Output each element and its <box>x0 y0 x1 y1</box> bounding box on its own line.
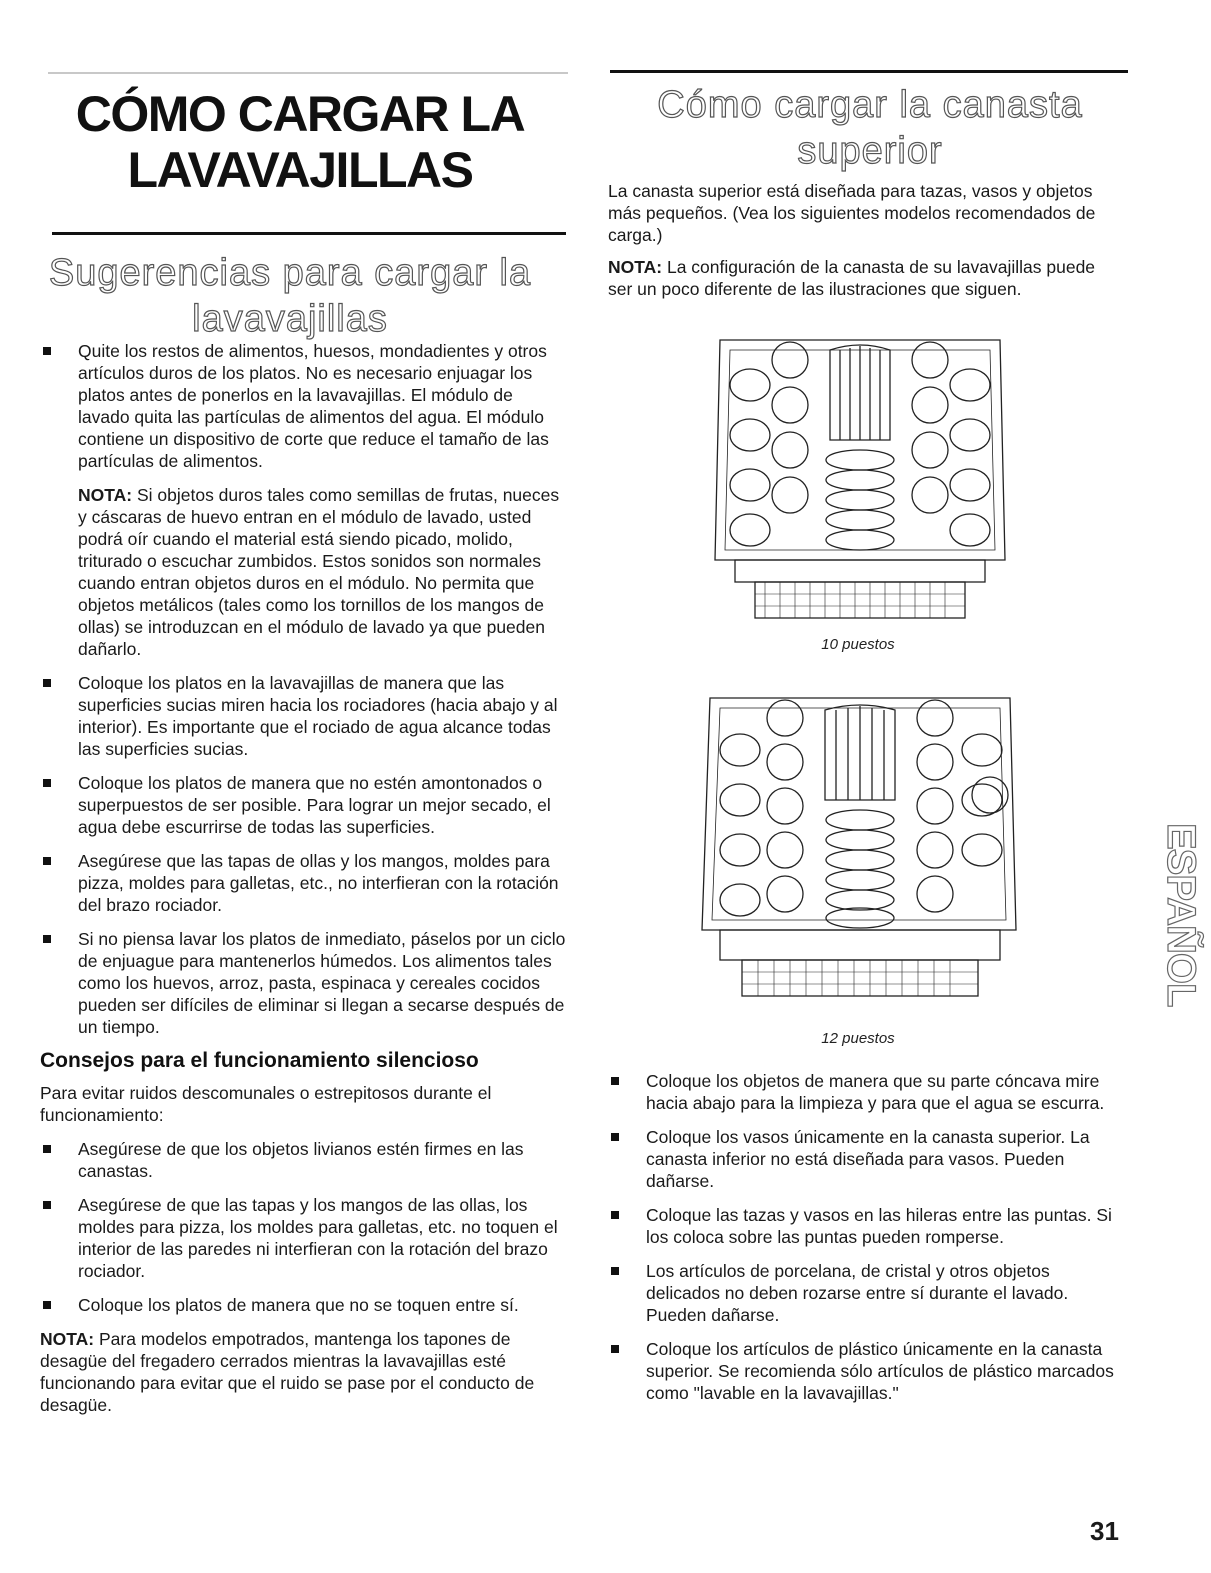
top-rule-left <box>48 72 568 74</box>
note-label: NOTA: <box>40 1329 95 1349</box>
list-item: Asegúrese de que las tapas y los mangos de las ollas, los moldes para pizza, los moldes para galletas, etc. no toquen el interior de las paredes ni interfieran con la rotación del brazo rociador. <box>40 1194 568 1282</box>
list-item: Coloque los objetos de manera que su parte cóncava mire hacia abajo para la limpieza y para que el agua se escurra. <box>608 1070 1128 1114</box>
note-2 <box>40 1328 568 1416</box>
left-body <box>40 340 568 1416</box>
note-text: La configuración de la canasta de su lavavajillas puede ser un poco diferente de las ilustraciones que siguen. <box>608 257 1096 299</box>
note-text: Para modelos empotrados, mantenga los tapones de desagüe del fregadero cerrados mientras la lavavajillas esté funcionando para evitar que el ruido se pase por el conducto de desagüe. <box>40 1329 535 1415</box>
rack-12-settings-illustration <box>690 690 1030 1010</box>
quiet-operation-subheading: Consejos para el funcionamiento silencioso <box>40 1049 479 1072</box>
list-item: Coloque los artículos de plástico únicamente en la canasta superior. Se recomienda sólo artículos de plástico marcados como "lavable en la lavavajillas." <box>608 1338 1128 1404</box>
caption-12-settings: 12 puestos <box>821 1030 895 1047</box>
upper-rack-list <box>608 1070 1128 1404</box>
page-title: CÓMO CARGAR LA LAVAVAJILLAS <box>75 86 525 198</box>
list-item: Coloque los platos de manera que no se toquen entre sí. <box>40 1294 568 1316</box>
upper-rack-heading: Cómo cargar la canasta superior <box>657 84 1083 172</box>
note-label: NOTA: <box>78 485 133 505</box>
list-item: Coloque los platos de manera que no estén amontonados o superpuestos de ser posible. Para lograr un mejor secado, el agua debe escurrirse de todas las superficies. <box>40 772 568 838</box>
quiet-list <box>40 1138 568 1316</box>
right-body <box>608 1070 1128 1404</box>
left-column <box>40 250 570 342</box>
tips-list-2 <box>40 672 568 1038</box>
list-item: Los artículos de porcelana, de cristal y otros objetos delicados no deben rozarse entre sí durante el lavado. Pueden dañarse. <box>608 1260 1128 1326</box>
list-item: Asegúrese de que los objetos livianos estén firmes en las canastas. <box>40 1138 568 1182</box>
list-item: Quite los restos de alimentos, huesos, mondadientes y otros artículos duros de los platos. No es necesario enjuagar los platos antes de ponerlos en la lavavajillas. El módulo de lavado quita las partículas de alimentos del agua. El módulo contiene un dispositivo de corte que reduce el tamaño de las partículas de alimentos. <box>40 340 568 472</box>
quiet-intro: Para evitar ruidos descomunales o estrepitosos durante el funcionamiento: <box>40 1083 492 1125</box>
list-item: Coloque los vasos únicamente en la canasta superior. La canasta inferior no está diseñada para vasos. Pueden dañarse. <box>608 1126 1128 1192</box>
list-item: Coloque las tazas y vasos en las hileras entre las puntas. Si los coloca sobre las puntas pueden romperse. <box>608 1204 1128 1248</box>
title-rule <box>52 232 566 235</box>
note-3 <box>608 256 1123 300</box>
caption-10-settings: 10 puestos <box>821 636 895 653</box>
page-number: 31 <box>1090 1516 1119 1546</box>
side-tab-text: ESPAÑOL <box>1159 823 1203 1007</box>
note-label: NOTA: <box>608 257 663 277</box>
upper-rack-intro: La canasta superior está diseñada para tazas, vasos y objetos más pequeños. (Vea los siguientes modelos recomendados de carga.) <box>608 181 1096 245</box>
right-intro <box>608 180 1123 300</box>
rack-10-settings-illustration <box>700 330 1020 630</box>
tips-list-1 <box>40 340 568 472</box>
top-rule-right <box>610 70 1128 73</box>
language-side-tab <box>1150 818 1210 1058</box>
note-text: Si objetos duros tales como semillas de frutas, nueces y cáscaras de huevo entran en el módulo de lavado, usted podrá oír cuando el material está siendo picado, molido, triturado o escuchar zumbidos. Estos sonidos son normales cuando entran objetos duros en el módulo. No permita que objetos metálicos (tales como los tornillos de los mangos de ollas) se introduzcan en el módulo de lavado ya que pueden dañarlo. <box>78 485 560 659</box>
right-heading-wrap <box>610 82 1130 174</box>
list-item: Si no piensa lavar los platos de inmediato, páselos por un ciclo de enjuague para mantenerlos húmedos. Los alimentos tales como los huevos, arroz, pasta, espinaca y cereales cocidos pueden ser difíciles de eliminar si llegan a secarse después de un tiempo. <box>40 928 568 1038</box>
note-1 <box>40 484 568 660</box>
list-item: Coloque los platos en la lavavajillas de manera que las superficies sucias miren hacia los rociadores (hacia abajo y al interior). Es importante que el rociado de agua alcance todas las superficies sucias. <box>40 672 568 760</box>
list-item: Asegúrese que las tapas de ollas y los mangos, moldes para pizza, moldes para galletas, etc., no interfieran con la rotación del brazo rociador. <box>40 850 568 916</box>
loading-tips-heading: Sugerencias para cargar la lavavajillas <box>48 252 532 340</box>
